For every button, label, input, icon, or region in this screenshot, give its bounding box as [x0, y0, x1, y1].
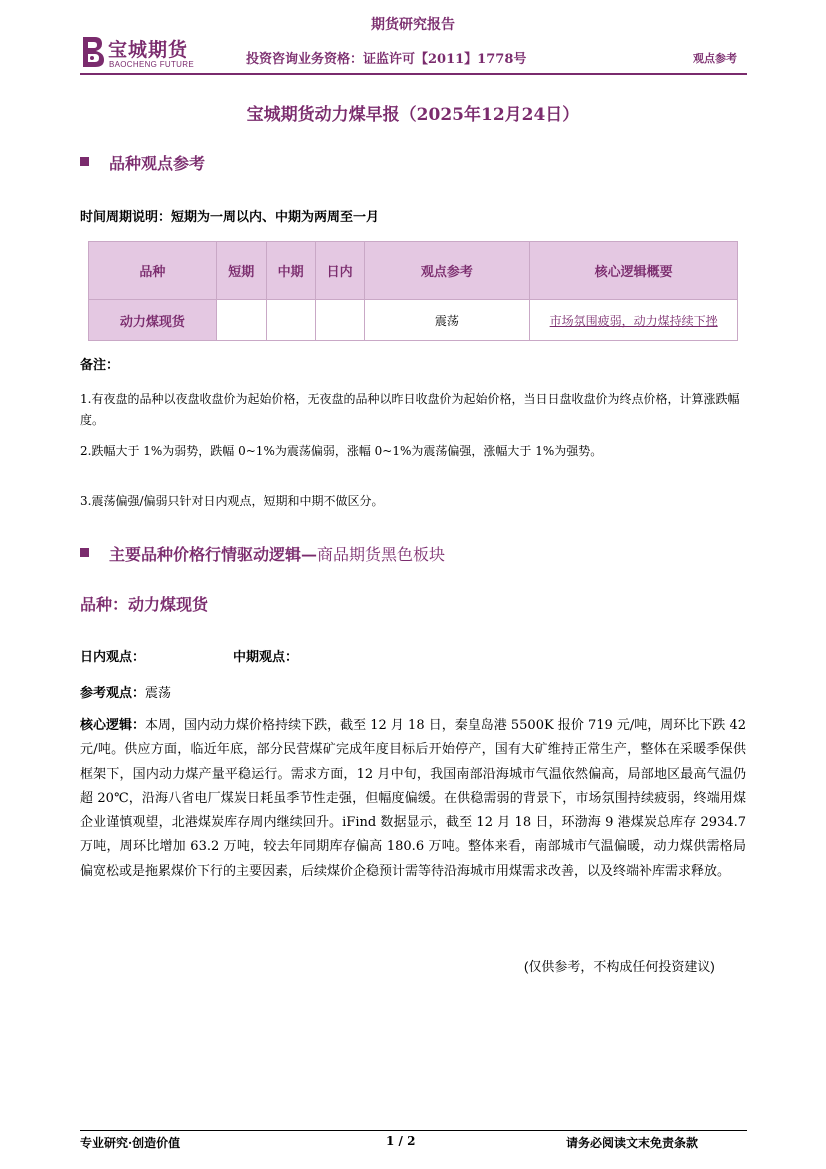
- core-logic-label: 核心逻辑：: [80, 718, 146, 733]
- logic-link[interactable]: 市场氛围疲弱，动力煤持续下挫: [549, 313, 718, 328]
- section-bullet-icon: [80, 157, 89, 166]
- report-type: 期货研究报告: [371, 17, 455, 33]
- intraday-view-label: 日内观点：: [80, 650, 146, 665]
- note-2: 2.跌幅大于 1%为弱势，跌幅 0~1%为震荡偏弱，涨幅 0~1%为震荡偏强，涨幅大于 1%为强势。: [80, 444, 603, 458]
- note-1: 1.有夜盘的品种以夜盘收盘价为起始价格，无夜盘的品种以昨日收盘价为起始价格，当日日盘收盘价为终点价格，计算涨跌幅度。: [80, 392, 740, 427]
- views-table: [88, 241, 738, 341]
- section-bullet-icon: [80, 548, 89, 557]
- footer-slogan: 专业研究·创造价值: [80, 1136, 181, 1150]
- midterm-view-label: 中期观点：: [233, 650, 299, 665]
- reference-view: [80, 682, 171, 701]
- cell-variety: 动力煤现货: [89, 300, 217, 341]
- col-header-short: 短期: [216, 242, 266, 300]
- section-heading-drivers: [109, 542, 445, 565]
- cell-intraday: [315, 300, 364, 341]
- cell-logic: [530, 300, 738, 341]
- document-title: 宝城期货动力煤早报（2025年12月24日）: [246, 105, 580, 125]
- section-heading-bold: 主要品种价格行情驱动逻辑—: [109, 545, 318, 564]
- footer-disclaimer-note: 请务必阅读文末免责条款: [566, 1136, 699, 1150]
- cell-view: 震荡: [364, 300, 530, 341]
- table-row: [89, 300, 738, 341]
- col-header-intraday: 日内: [315, 242, 364, 300]
- core-logic-paragraph: [80, 714, 746, 884]
- reference-view-label: 参考观点：: [80, 686, 146, 701]
- baocheng-logo-icon: [80, 35, 106, 69]
- logo-english: BAOCHENG FUTURE: [109, 60, 194, 69]
- col-header-variety: 品种: [89, 242, 217, 300]
- section-heading-views: 品种观点参考: [109, 154, 206, 173]
- col-header-logic: 核心逻辑概要: [530, 242, 738, 300]
- cell-short: [216, 300, 266, 341]
- header-right-label: 观点参考: [693, 52, 737, 65]
- period-note: 时间周期说明：短期为一周以内、中期为两周至一月: [80, 210, 380, 225]
- logo-name: 宝城期货: [108, 39, 189, 61]
- note-3: 3.震荡偏强/偏弱只针对日内观点，短期和中期不做区分。: [80, 494, 384, 508]
- reference-view-value: 震荡: [145, 686, 172, 701]
- col-header-view: 观点参考: [364, 242, 530, 300]
- license-text: 投资咨询业务资格：证监许可【2011】1778号: [246, 52, 527, 67]
- section-heading-light: 商品期货黑色板块: [317, 545, 446, 564]
- cell-mid: [266, 300, 315, 341]
- table-header-row: [89, 242, 738, 300]
- header-divider: [80, 73, 747, 75]
- notes-heading: 备注：: [80, 358, 120, 373]
- col-header-mid: 中期: [266, 242, 315, 300]
- variety-heading: 品种：动力煤现货: [80, 595, 209, 614]
- core-logic-text: 本周，国内动力煤价格持续下跌，截至 12 月 18 日，秦皇岛港 5500K 报价 719 元/吨，周环比下跌 42 元/吨。供应方面，临近年底，部分民营煤矿完成年度目标后开始停产，国有大矿维持正常生产，整体在采暖季保供框架下，国内动力煤产量平稳运行。需求方面，12 月中旬，我国南部沿海城市气温依然偏高，局部地区最高气温仍超 20℃，沿海八省电厂煤炭日耗虽季节性走强，但幅度偏缓。在供稳需弱的背景下，市场氛围持续疲弱，终端用煤企业谨慎观望，北港煤炭库存周内继续回升。iFind 数据显示，截至 12 月 18 日，环渤海 9 港煤炭总库存 2934.7 万吨，周环比增加 63.2 万吨，较去年同期库存偏高 180.6 万吨。整体来看，南部城市气温偏暖，动力煤供需格局偏宽松或是拖累煤价下行的主要因素，后续煤价企稳预计需等待沿海城市用煤需求改善，以及终端补库需求释放。: [80, 718, 746, 879]
- page-number: 1 / 2: [386, 1134, 416, 1148]
- footer-divider: [80, 1130, 747, 1131]
- disclaimer-text: (仅供参考，不构成任何投资建议): [524, 959, 715, 974]
